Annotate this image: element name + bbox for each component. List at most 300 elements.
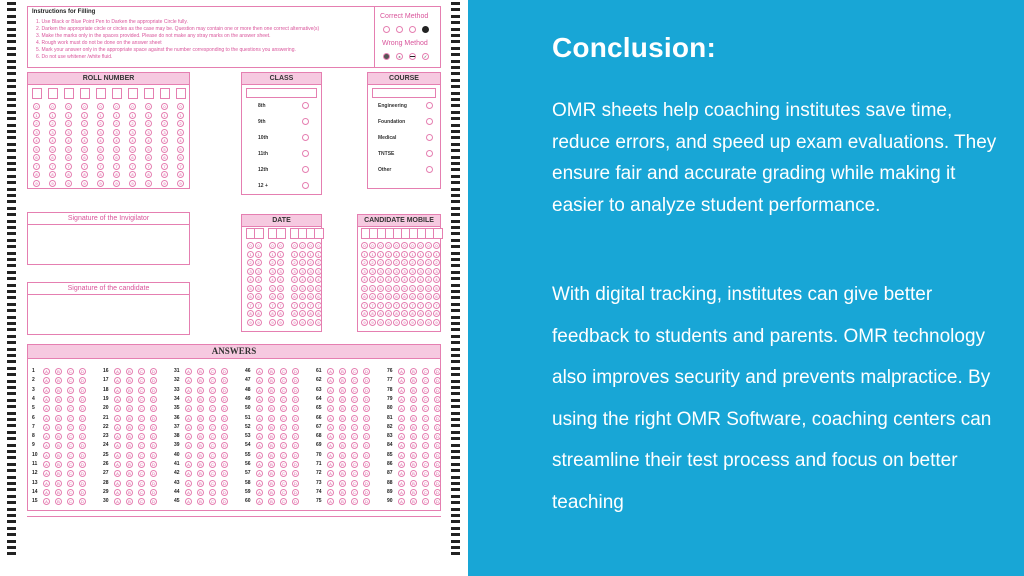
answer-bubble: A bbox=[185, 452, 192, 459]
answer-bubble: D bbox=[434, 433, 441, 440]
timing-mark bbox=[451, 552, 460, 555]
answer-bubble: C bbox=[422, 405, 429, 412]
answer-bubble: C bbox=[209, 470, 216, 477]
answer-bubble: B bbox=[410, 433, 417, 440]
answer-bubble: B bbox=[197, 498, 204, 505]
bubble: 2 bbox=[409, 259, 416, 266]
answer-bubble: B bbox=[197, 396, 204, 403]
bubble: 5 bbox=[385, 285, 392, 292]
answer-bubble: D bbox=[150, 424, 157, 431]
answer-bubble: A bbox=[185, 368, 192, 375]
answer-bubble: C bbox=[67, 377, 74, 384]
answer-bubble: D bbox=[292, 387, 299, 394]
answer-bubble: B bbox=[410, 480, 417, 487]
answer-bubble: C bbox=[138, 442, 145, 449]
answer-bubble: C bbox=[351, 368, 358, 375]
answer-bubble: D bbox=[363, 461, 370, 468]
bubble: 1 bbox=[299, 251, 306, 258]
answer-bubble: D bbox=[79, 424, 86, 431]
bubble: 3 bbox=[145, 129, 152, 136]
roll-number-box bbox=[27, 72, 190, 189]
timing-mark bbox=[451, 444, 460, 447]
bubble: 6 bbox=[377, 293, 384, 300]
answer-bubble: D bbox=[150, 387, 157, 394]
question-number: 80 bbox=[387, 405, 393, 412]
answer-bubble: D bbox=[150, 377, 157, 384]
answer-bubble: C bbox=[138, 489, 145, 496]
bubble: 1 bbox=[417, 251, 424, 258]
bubble: 5 bbox=[393, 285, 400, 292]
question-number: 18 bbox=[103, 386, 109, 393]
answer-bubble: C bbox=[351, 377, 358, 384]
question-number: 13 bbox=[32, 479, 38, 486]
answer-bubble: D bbox=[292, 489, 299, 496]
timing-mark bbox=[7, 501, 16, 504]
timing-mark bbox=[7, 450, 16, 453]
timing-mark bbox=[7, 168, 16, 171]
answer-bubble: B bbox=[55, 396, 62, 403]
bubble: 2 bbox=[113, 120, 120, 127]
bubble: 1 bbox=[433, 251, 440, 258]
answer-bubble: D bbox=[363, 387, 370, 394]
answer-bubble: A bbox=[256, 387, 263, 394]
timing-mark bbox=[7, 386, 16, 389]
bubble: 8 bbox=[433, 310, 440, 317]
bubble: 0 bbox=[409, 242, 416, 249]
answer-bubble: B bbox=[126, 433, 133, 440]
answer-bubble: C bbox=[67, 396, 74, 403]
answer-bubble: A bbox=[327, 377, 334, 384]
bubble: 2 bbox=[291, 259, 298, 266]
answer-bubble: D bbox=[434, 368, 441, 375]
bubble: 6 bbox=[401, 293, 408, 300]
timing-mark bbox=[7, 264, 16, 267]
bubble: 0 bbox=[377, 242, 384, 249]
answer-bubble: D bbox=[79, 415, 86, 422]
question-number: 76 bbox=[387, 368, 393, 374]
class-option-label: 12th bbox=[258, 167, 269, 173]
answer-bubble: D bbox=[292, 442, 299, 449]
bubble: 8 bbox=[409, 310, 416, 317]
timing-mark bbox=[7, 495, 16, 498]
answer-bubble: B bbox=[197, 480, 204, 487]
answer-bubble: D bbox=[79, 377, 86, 384]
bubble: 9 bbox=[255, 319, 262, 326]
bubble: 1 bbox=[269, 251, 276, 258]
bubble: 8 bbox=[385, 310, 392, 317]
timing-mark bbox=[451, 2, 460, 5]
answer-bubble: D bbox=[434, 470, 441, 477]
bubble: 1 bbox=[113, 112, 120, 119]
timing-marks-right bbox=[451, 0, 461, 560]
bubble: 6 bbox=[315, 293, 322, 300]
timing-mark bbox=[451, 258, 460, 261]
bubble: 9 bbox=[177, 180, 184, 187]
timing-mark bbox=[451, 149, 460, 152]
answer-bubble: B bbox=[268, 405, 275, 412]
timing-mark bbox=[7, 335, 16, 338]
answer-bubble: B bbox=[268, 480, 275, 487]
answer-bubble: D bbox=[434, 415, 441, 422]
bubble: 7 bbox=[81, 163, 88, 170]
bubble: 8 bbox=[269, 310, 276, 317]
answer-bubble: D bbox=[434, 480, 441, 487]
bubble: 6 bbox=[65, 154, 72, 161]
answer-bubble: D bbox=[363, 470, 370, 477]
bubble: 1 bbox=[177, 112, 184, 119]
slide-title: Conclusion: bbox=[552, 32, 716, 63]
answer-bubble: A bbox=[256, 377, 263, 384]
bubble: 5 bbox=[247, 285, 254, 292]
bubble: 4 bbox=[269, 276, 276, 283]
answer-bubble: A bbox=[256, 424, 263, 431]
answer-bubble: C bbox=[138, 405, 145, 412]
answer-bubble: A bbox=[185, 480, 192, 487]
answer-bubble: B bbox=[268, 470, 275, 477]
timing-mark bbox=[7, 341, 16, 344]
answer-bubble: C bbox=[351, 498, 358, 505]
answer-bubble: C bbox=[67, 424, 74, 431]
answer-bubble: C bbox=[138, 396, 145, 403]
timing-mark bbox=[7, 520, 16, 523]
question-number: 50 bbox=[245, 405, 251, 412]
answer-bubble: C bbox=[351, 424, 358, 431]
bubble: 1 bbox=[97, 112, 104, 119]
wrong-method-label: Wrong Method bbox=[382, 40, 428, 47]
answer-bubble: A bbox=[398, 377, 405, 384]
answer-bubble: C bbox=[422, 489, 429, 496]
answer-bubble: B bbox=[197, 470, 204, 477]
answer-bubble: A bbox=[43, 470, 50, 477]
timing-mark bbox=[451, 437, 460, 440]
timing-mark bbox=[7, 456, 16, 459]
answer-bubble: A bbox=[114, 396, 121, 403]
entry-box bbox=[48, 88, 58, 99]
answer-bubble: A bbox=[327, 452, 334, 459]
bubble: 3 bbox=[307, 268, 314, 275]
timing-mark bbox=[451, 21, 460, 24]
class-option-bubble bbox=[302, 182, 309, 189]
answer-bubble: C bbox=[138, 415, 145, 422]
answer-bubble: D bbox=[363, 480, 370, 487]
answer-bubble: A bbox=[114, 452, 121, 459]
bubble: 8 bbox=[177, 171, 184, 178]
answer-bubble: D bbox=[292, 461, 299, 468]
answer-bubble: D bbox=[292, 405, 299, 412]
answer-bubble: D bbox=[150, 452, 157, 459]
instruction-line: 1. Use Black or Blue Point Pen to Darken the appropriate Circle fully. bbox=[36, 19, 188, 25]
course-option-bubble bbox=[426, 118, 433, 125]
bubble: 5 bbox=[269, 285, 276, 292]
timing-mark bbox=[7, 482, 16, 485]
course-option-label: Medical bbox=[378, 135, 397, 141]
timing-mark bbox=[451, 40, 460, 43]
answer-bubble: D bbox=[434, 498, 441, 505]
timing-mark bbox=[7, 34, 16, 37]
bubble: 0 bbox=[361, 242, 368, 249]
class-header: CLASS bbox=[242, 73, 321, 85]
answer-bubble: C bbox=[138, 461, 145, 468]
bubble: 1 bbox=[291, 251, 298, 258]
bubble: 6 bbox=[361, 293, 368, 300]
bubble: 0 bbox=[145, 103, 152, 110]
bubble: 9 bbox=[369, 319, 376, 326]
bubble: 9 bbox=[81, 180, 88, 187]
bubble: 5 bbox=[97, 146, 104, 153]
answer-bubble: B bbox=[55, 433, 62, 440]
bubble: 4 bbox=[129, 137, 136, 144]
answer-bubble: B bbox=[197, 452, 204, 459]
mobile-number-header: CANDIDATE MOBILE bbox=[358, 215, 440, 227]
timing-mark bbox=[7, 28, 16, 31]
instruction-line: 4. Rough work must do not be done on the answer sheet bbox=[36, 40, 162, 46]
question-number: 3 bbox=[32, 386, 35, 393]
timing-mark bbox=[451, 66, 460, 69]
answer-bubble: A bbox=[398, 433, 405, 440]
answer-bubble: B bbox=[55, 415, 62, 422]
timing-mark bbox=[7, 194, 16, 197]
bubble: 3 bbox=[161, 129, 168, 136]
timing-mark bbox=[451, 303, 460, 306]
timing-mark bbox=[451, 226, 460, 229]
answer-bubble: D bbox=[292, 452, 299, 459]
answer-bubble: A bbox=[114, 387, 121, 394]
question-number: 16 bbox=[103, 368, 109, 374]
question-number: 89 bbox=[387, 488, 393, 495]
bubble: 2 bbox=[385, 259, 392, 266]
bubble: 8 bbox=[255, 310, 262, 317]
timing-mark bbox=[451, 181, 460, 184]
answer-bubble: A bbox=[327, 480, 334, 487]
bubble: 4 bbox=[291, 276, 298, 283]
answer-bubble: D bbox=[434, 461, 441, 468]
timing-mark bbox=[451, 380, 460, 383]
entry-box bbox=[80, 88, 90, 99]
timing-mark bbox=[7, 348, 16, 351]
question-number: 8 bbox=[32, 433, 35, 440]
question-number: 11 bbox=[32, 461, 38, 467]
timing-mark bbox=[7, 476, 16, 479]
timing-mark bbox=[451, 85, 460, 88]
answer-bubble: A bbox=[327, 442, 334, 449]
timing-mark bbox=[451, 514, 460, 517]
correct-method-label: Correct Method bbox=[380, 13, 429, 20]
timing-mark bbox=[451, 271, 460, 274]
answer-bubble: B bbox=[410, 405, 417, 412]
bubble: 2 bbox=[81, 120, 88, 127]
bubble: 1 bbox=[49, 112, 56, 119]
answer-bubble: B bbox=[410, 387, 417, 394]
answer-bubble: A bbox=[185, 489, 192, 496]
answer-bubble: A bbox=[256, 461, 263, 468]
bubble: 7 bbox=[97, 163, 104, 170]
bubble: 4 bbox=[369, 276, 376, 283]
question-number: 30 bbox=[103, 498, 109, 505]
answer-bubble: C bbox=[280, 480, 287, 487]
answer-bubble: A bbox=[43, 461, 50, 468]
question-number: 15 bbox=[32, 498, 38, 505]
timing-mark bbox=[7, 200, 16, 203]
bubble: 3 bbox=[369, 268, 376, 275]
entry-box bbox=[112, 88, 122, 99]
timing-mark bbox=[7, 79, 16, 82]
answer-bubble: C bbox=[280, 461, 287, 468]
answer-bubble: A bbox=[256, 470, 263, 477]
answer-bubble: A bbox=[256, 480, 263, 487]
bubble: 3 bbox=[315, 268, 322, 275]
answer-bubble: B bbox=[268, 396, 275, 403]
bubble: 8 bbox=[393, 310, 400, 317]
question-number: 72 bbox=[316, 470, 322, 477]
answer-bubble: A bbox=[185, 433, 192, 440]
answer-bubble: B bbox=[410, 415, 417, 422]
bubble: 2 bbox=[161, 120, 168, 127]
timing-mark bbox=[451, 373, 460, 376]
timing-mark bbox=[451, 194, 460, 197]
bubble: 4 bbox=[299, 276, 306, 283]
answer-bubble: D bbox=[221, 452, 228, 459]
answer-bubble: C bbox=[138, 498, 145, 505]
answer-bubble: B bbox=[55, 377, 62, 384]
answer-bubble: C bbox=[67, 405, 74, 412]
question-number: 74 bbox=[316, 488, 322, 495]
bubble: 8 bbox=[307, 310, 314, 317]
bubble: 2 bbox=[247, 259, 254, 266]
answer-bubble: C bbox=[422, 442, 429, 449]
answer-bubble: D bbox=[79, 405, 86, 412]
answer-bubble: B bbox=[126, 461, 133, 468]
timing-mark bbox=[451, 60, 460, 63]
answer-bubble: A bbox=[398, 368, 405, 375]
answer-bubble: B bbox=[126, 442, 133, 449]
bubble: 9 bbox=[291, 319, 298, 326]
bubble: 2 bbox=[401, 259, 408, 266]
answer-bubble: A bbox=[327, 368, 334, 375]
answer-bubble: A bbox=[43, 442, 50, 449]
bubble: 9 bbox=[433, 319, 440, 326]
answer-bubble: B bbox=[197, 489, 204, 496]
bubble: 7 bbox=[291, 302, 298, 309]
course-option-label: Other bbox=[378, 167, 392, 173]
answer-bubble: D bbox=[434, 452, 441, 459]
answer-bubble: D bbox=[363, 396, 370, 403]
answer-bubble: C bbox=[209, 442, 216, 449]
answer-bubble: B bbox=[339, 405, 346, 412]
question-number: 9 bbox=[32, 442, 35, 449]
answer-bubble: C bbox=[209, 396, 216, 403]
answer-bubble: A bbox=[43, 396, 50, 403]
timing-mark bbox=[7, 188, 16, 191]
bubble: 6 bbox=[409, 293, 416, 300]
answer-bubble: C bbox=[67, 433, 74, 440]
answer-bubble: D bbox=[221, 377, 228, 384]
bubble: 4 bbox=[161, 137, 168, 144]
bubble: 3 bbox=[401, 268, 408, 275]
bubble: 1 bbox=[277, 251, 284, 258]
timing-mark bbox=[451, 412, 460, 415]
answer-bubble: B bbox=[55, 470, 62, 477]
timing-mark bbox=[451, 360, 460, 363]
bubble: 0 bbox=[401, 242, 408, 249]
bubble: 7 bbox=[33, 163, 40, 170]
question-number: 23 bbox=[103, 433, 109, 440]
timing-mark bbox=[7, 47, 16, 50]
bubble: 2 bbox=[33, 120, 40, 127]
answer-bubble: B bbox=[55, 442, 62, 449]
answer-bubble: D bbox=[363, 368, 370, 375]
question-number: 26 bbox=[103, 461, 109, 467]
timing-mark bbox=[7, 226, 16, 229]
answer-bubble: C bbox=[67, 470, 74, 477]
timing-mark bbox=[7, 162, 16, 165]
bubble: 7 bbox=[247, 302, 254, 309]
answer-bubble: C bbox=[351, 480, 358, 487]
invigilator-signature-box bbox=[27, 212, 190, 265]
bubble: 7 bbox=[255, 302, 262, 309]
answer-bubble: B bbox=[339, 377, 346, 384]
timing-mark bbox=[7, 405, 16, 408]
bubble: 9 bbox=[315, 319, 322, 326]
bubble: 3 bbox=[255, 268, 262, 275]
bubble: 9 bbox=[49, 180, 56, 187]
answer-bubble: D bbox=[221, 424, 228, 431]
answer-bubble: C bbox=[67, 452, 74, 459]
timing-mark bbox=[7, 252, 16, 255]
bubble: 7 bbox=[65, 163, 72, 170]
timing-mark bbox=[7, 424, 16, 427]
answer-bubble: C bbox=[67, 368, 74, 375]
question-number: 59 bbox=[245, 488, 251, 495]
class-entry-box bbox=[246, 88, 317, 98]
answer-bubble: B bbox=[268, 489, 275, 496]
answer-bubble: D bbox=[150, 489, 157, 496]
answer-bubble: D bbox=[363, 442, 370, 449]
timing-mark bbox=[451, 130, 460, 133]
bubble: 5 bbox=[361, 285, 368, 292]
answer-bubble: B bbox=[268, 498, 275, 505]
answer-bubble: C bbox=[138, 424, 145, 431]
timing-mark bbox=[7, 488, 16, 491]
question-number: 62 bbox=[316, 377, 322, 384]
bubble: 2 bbox=[145, 120, 152, 127]
answer-bubble: B bbox=[126, 377, 133, 384]
bubble: 5 bbox=[433, 285, 440, 292]
answer-bubble: B bbox=[410, 452, 417, 459]
timing-mark bbox=[451, 335, 460, 338]
entry-box bbox=[254, 228, 264, 239]
answer-bubble: B bbox=[55, 387, 62, 394]
bubble: 7 bbox=[269, 302, 276, 309]
bubble: 9 bbox=[409, 319, 416, 326]
question-number: 24 bbox=[103, 442, 109, 449]
question-number: 34 bbox=[174, 395, 180, 402]
timing-mark bbox=[7, 392, 16, 395]
answer-bubble: C bbox=[209, 415, 216, 422]
timing-mark bbox=[7, 207, 16, 210]
bubble: 7 bbox=[393, 302, 400, 309]
date-header: DATE bbox=[242, 215, 321, 227]
bubble: 2 bbox=[129, 120, 136, 127]
answer-bubble: C bbox=[138, 470, 145, 477]
answer-bubble: C bbox=[67, 387, 74, 394]
omr-sheet-image bbox=[0, 0, 468, 576]
bubble: 7 bbox=[49, 163, 56, 170]
answer-bubble: C bbox=[422, 377, 429, 384]
answer-bubble: D bbox=[221, 470, 228, 477]
timing-mark bbox=[7, 303, 16, 306]
question-number: 55 bbox=[245, 451, 251, 458]
answer-bubble: D bbox=[150, 442, 157, 449]
